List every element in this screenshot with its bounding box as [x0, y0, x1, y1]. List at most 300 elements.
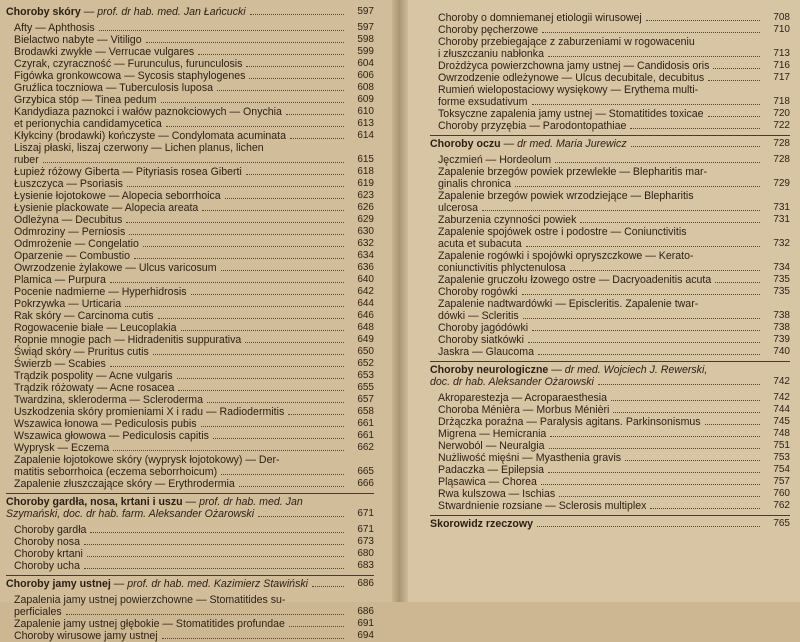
toc-entry	[430, 452, 790, 464]
dot-leader	[143, 246, 344, 247]
dot-leader	[555, 162, 760, 163]
toc-entry	[6, 298, 374, 310]
toc-entry	[430, 500, 790, 512]
toc-entry	[6, 346, 374, 358]
toc-entry	[430, 60, 790, 72]
page-number: 734	[773, 262, 790, 273]
dot-leader	[522, 294, 761, 295]
dot-leader	[99, 30, 344, 31]
dot-leader	[532, 330, 760, 331]
toc-entry	[430, 96, 790, 108]
toc-entry	[430, 202, 790, 214]
toc-entry	[6, 466, 374, 478]
page-number: 671	[357, 524, 374, 535]
toc-entry	[6, 250, 374, 262]
toc-entry-text: Łysienie plackowate — Alopecia areata	[14, 202, 199, 214]
dot-leader	[290, 138, 344, 139]
toc-entry-text: Padaczka — Epilepsia	[438, 464, 544, 476]
page-number: 728	[773, 154, 790, 165]
dot-leader	[126, 222, 344, 223]
toc-entry	[6, 202, 374, 214]
dot-leader	[646, 20, 760, 21]
page-number: 666	[357, 478, 374, 489]
toc-entry	[430, 274, 790, 286]
page-number: 597	[357, 6, 374, 17]
toc-entry	[430, 48, 790, 60]
toc-entry-text: Grzybica stóp — Tinea pedum	[14, 94, 157, 106]
toc-entry	[6, 58, 374, 70]
toc-entry-line: Zapalenie spojówek ostre i podostre — Coniunctivitis	[438, 226, 687, 238]
toc-entry-text: Stwardnienie rozsiane — Sclerosis multiplex	[438, 500, 647, 512]
page-number: 686	[357, 606, 374, 617]
page-number: 658	[357, 406, 374, 417]
toc-entry-text: Akroparestezja — Acroparaesthesia	[438, 392, 607, 404]
toc-entry	[6, 524, 374, 536]
toc-entry	[6, 34, 374, 46]
toc-entry-text: Kandydiaza paznokci i wałów paznokciowych — Onychia	[14, 106, 282, 118]
dot-leader	[580, 222, 760, 223]
dot-leader	[559, 496, 760, 497]
toc-entry-text: ulcerosa	[438, 202, 479, 214]
page-number: 665	[357, 466, 374, 477]
dot-leader	[570, 270, 760, 271]
section-title: Choroby neurologiczne	[430, 364, 549, 376]
toc-entry	[6, 322, 374, 334]
dot-leader	[538, 354, 760, 355]
toc-entry-text: Wszawica łonowa — Pediculosis pubis	[14, 418, 197, 430]
dot-leader	[532, 104, 761, 105]
toc-entry-text: Gruźlica toczniowa — Tuberculosis luposa	[14, 82, 214, 94]
page-number: 729	[773, 178, 790, 189]
toc-section	[6, 6, 374, 490]
dot-leader	[613, 412, 760, 413]
toc-entry-text: Choroby przyzębia — Parodontopathiae	[438, 120, 627, 132]
toc-entry-text: Ropnie mnogie pach — Hidradenitis suppurativa	[14, 334, 242, 346]
toc-section	[6, 575, 374, 642]
toc-entry-text: Świąd skóry — Pruritus cutis	[14, 346, 149, 358]
dot-leader	[550, 436, 760, 437]
page-number: 636	[357, 262, 374, 273]
dot-leader	[482, 210, 760, 211]
toc-entry-text: Figówka gronkowcowa — Sycosis staphylogenes	[14, 70, 246, 82]
page-number: 739	[773, 334, 790, 345]
page-number: 657	[357, 394, 374, 405]
page-number: 713	[773, 48, 790, 59]
dot-leader	[289, 626, 344, 627]
toc-entry-line: Zapalenie rogówki i spojówki opryszczkowe — Kerato-	[438, 250, 694, 262]
page-number: 722	[773, 120, 790, 131]
section-editor: — dr med. Maria Jurewicz	[503, 138, 627, 150]
page-number: 710	[773, 24, 790, 35]
page-number: 708	[773, 12, 790, 23]
dot-leader	[217, 90, 344, 91]
dot-leader	[221, 474, 344, 475]
page-number: 642	[357, 286, 374, 297]
toc-entry	[430, 322, 790, 334]
page-number: 686	[357, 578, 374, 589]
page-number: 735	[773, 286, 790, 297]
toc-entry	[6, 70, 374, 82]
page-number: 619	[357, 178, 374, 189]
toc-entry	[6, 46, 374, 58]
toc-entry	[430, 178, 790, 190]
page-number: 765	[773, 518, 790, 529]
toc-entry	[430, 24, 790, 36]
toc-entry-text: Zapalenie jamy ustnej głębokie — Stomatitides profundae	[14, 618, 285, 630]
toc-entry	[6, 630, 374, 642]
page-number: 732	[773, 238, 790, 249]
toc-entry	[6, 536, 374, 548]
toc-entry-text: Świerzb — Scabies	[14, 358, 106, 370]
page-number: 716	[773, 60, 790, 71]
section-heading	[430, 518, 790, 530]
section-title: Choroby jamy ustnej	[6, 578, 111, 590]
dot-leader	[625, 460, 760, 461]
dot-leader	[611, 400, 760, 401]
toc-entry-text: Afty — Aphthosis	[14, 22, 95, 34]
toc-entry-line: Zapalenia jamy ustnej powierzchowne — Stomatitides su-	[14, 594, 286, 606]
toc-section	[430, 515, 790, 534]
toc-entry-text: forme exsudativum	[438, 96, 528, 108]
toc-entry-text: Choroba Ménièra — Morbus Ménièri	[438, 404, 610, 416]
dot-leader	[286, 114, 344, 115]
section-title: Skorowidz rzeczowy	[430, 518, 534, 530]
dot-leader	[125, 306, 344, 307]
continued-entries	[430, 12, 790, 132]
dot-leader	[288, 414, 344, 415]
toc-entry-text: acuta et subacuta	[438, 238, 522, 250]
toc-entry-text: Choroby ucha	[14, 560, 80, 572]
toc-entry-line: Zapalenie brzegów powiek wrzodziejące — Blepharitis	[438, 190, 694, 202]
page-number: 646	[357, 310, 374, 321]
section-divider	[6, 575, 374, 576]
toc-entry-text: Nużliwość mięśni — Myasthenia gravis	[438, 452, 622, 464]
toc-entry-text: Czyrak, czyraczność — Furunculus, furunculosis	[14, 58, 243, 70]
toc-entry	[6, 82, 374, 94]
toc-entry-text: Zaburzenia czynności powiek	[438, 214, 577, 226]
section-divider	[6, 493, 374, 494]
dot-leader	[249, 78, 344, 79]
dot-leader	[245, 342, 344, 343]
toc-entry-text: perficiales	[14, 606, 62, 618]
toc-entry-text: Pocenie nadmierne — Hyperhidrosis	[14, 286, 187, 298]
toc-entry	[430, 488, 790, 500]
dot-leader	[246, 174, 344, 175]
toc-entry-text: Zapalenie gruczołu łzowego ostre — Dacryoadenitis acuta	[438, 274, 712, 286]
toc-entry-text: Bielactwo nabyte — Vitiligo	[14, 34, 142, 46]
dot-leader	[113, 450, 344, 451]
toc-entry-text: Choroby jagódówki	[438, 322, 529, 334]
toc-entry	[430, 392, 790, 404]
dot-leader	[201, 426, 344, 427]
dot-leader	[598, 384, 760, 385]
toc-entry	[430, 404, 790, 416]
toc-entry	[6, 394, 374, 406]
section-heading	[6, 496, 374, 508]
dot-leader	[239, 486, 344, 487]
page-number: 720	[773, 108, 790, 119]
toc-entry	[6, 262, 374, 274]
page-number: 694	[357, 630, 374, 641]
toc-entry-text: Choroby nosa	[14, 536, 80, 548]
toc-entry-text: Trądzik pospolity — Acne vulgaris	[14, 370, 173, 382]
page-number: 744	[773, 404, 790, 415]
toc-entry-text: ruber	[14, 154, 39, 166]
dot-leader	[178, 390, 344, 391]
dot-leader	[84, 568, 344, 569]
page-number: 632	[357, 238, 374, 249]
toc-entry	[6, 548, 374, 560]
toc-entry-text: Choroby o domniemanej etiologii wirusowej	[438, 12, 642, 24]
toc-entry	[430, 310, 790, 322]
toc-entry-text: Choroby krtani	[14, 548, 83, 560]
toc-entry-text: Drżączka poraźna — Paralysis agitans. Parkinsonismus	[438, 416, 701, 428]
toc-entry-line: Zapalenie nadtwardówki — Episcleritis. Zapalenie twar-	[438, 298, 699, 310]
toc-entry	[430, 72, 790, 84]
dot-leader	[177, 378, 344, 379]
toc-entry	[6, 118, 374, 130]
dot-leader	[181, 330, 344, 331]
toc-entry-text: Choroby rogówki	[438, 286, 518, 298]
page-number: 748	[773, 428, 790, 439]
page-number: 650	[357, 346, 374, 357]
toc-entry	[430, 346, 790, 358]
section-heading	[6, 6, 374, 18]
toc-entry-text: Twardzina, skleroderma — Scleroderma	[14, 394, 203, 406]
dot-leader	[146, 42, 344, 43]
section-heading	[430, 364, 790, 376]
dot-leader	[166, 126, 344, 127]
toc-entry-text: Brodawki zwykłe — Verrucae vulgares	[14, 46, 195, 58]
toc-entry-text: Pokrzywka — Urticaria	[14, 298, 122, 310]
toc-entry	[430, 262, 790, 274]
toc-entry	[6, 382, 374, 394]
section-editor: — prof. dr hab. med. Kazimierz Stawiński	[113, 578, 309, 590]
page-number: 728	[773, 138, 790, 149]
page-number: 738	[773, 310, 790, 321]
page-number: 760	[773, 488, 790, 499]
dot-leader	[548, 56, 760, 57]
page-number: 655	[357, 382, 374, 393]
page-number: 673	[357, 536, 374, 547]
toc-entry-text: Rogowacenie białe — Leucoplakia	[14, 322, 177, 334]
toc-entry	[430, 476, 790, 488]
toc-entry	[6, 154, 374, 166]
dot-leader	[153, 354, 344, 355]
page-number: 630	[357, 226, 374, 237]
toc-entry-text: Odmrożenie — Congelatio	[14, 238, 139, 250]
toc-entry-line: Liszaj płaski, liszaj czerwony — Lichen planus, lichen	[14, 142, 264, 154]
dot-leader	[258, 516, 344, 517]
toc-entry	[430, 428, 790, 440]
dot-leader	[110, 282, 344, 283]
dot-leader	[312, 586, 344, 587]
dot-leader	[515, 186, 760, 187]
section-editor-line	[6, 508, 374, 520]
toc-entry-text: Rwa kulszowa — Ischias	[438, 488, 556, 500]
toc-entry-text: Zapalenie złuszczające skóry — Erythrodermia	[14, 478, 235, 490]
toc-entry-text: Migrena — Hemicrania	[438, 428, 547, 440]
toc-entry	[430, 286, 790, 298]
toc-entry	[6, 190, 374, 202]
page-number: 740	[773, 346, 790, 357]
toc-entry-text: Toksyczne zapalenia jamy ustnej — Stomatitides toxicae	[438, 108, 704, 120]
dot-leader	[129, 234, 344, 235]
page-number: 626	[357, 202, 374, 213]
toc-entry-text: Uszkodzenia skóry promieniami X i radu — Radiodermitis	[14, 406, 285, 418]
dot-leader	[548, 472, 760, 473]
toc-entry	[6, 286, 374, 298]
page-number: 661	[357, 418, 374, 429]
toc-entry-text: Odleżyna — Decubitus	[14, 214, 123, 226]
toc-entry	[430, 120, 790, 132]
dot-leader	[161, 102, 345, 103]
page-number: 597	[357, 22, 374, 33]
page-number: 648	[357, 322, 374, 333]
toc-entry-line: Rumień wielopostaciowy wysiękowy — Erythema multi-	[438, 84, 699, 96]
toc-entry	[6, 22, 374, 34]
toc-entry-text: Wyprysk — Eczema	[14, 442, 110, 454]
section-heading	[430, 138, 790, 150]
page-number: 640	[357, 274, 374, 285]
toc-entry-line: Choroby przebiegające z zaburzeniami w rogowaceniu	[438, 36, 695, 48]
toc-entry	[6, 334, 374, 346]
dot-leader	[162, 638, 344, 639]
dot-leader	[537, 526, 760, 527]
toc-entry-text: Łuszczyca — Psoriasis	[14, 178, 123, 190]
page-number: 735	[773, 274, 790, 285]
dot-leader	[549, 448, 760, 449]
toc-entry	[6, 358, 374, 370]
page-number: 610	[357, 106, 374, 117]
page-number: 609	[357, 94, 374, 105]
toc-entry	[6, 238, 374, 250]
toc-entry	[6, 178, 374, 190]
toc-entry	[6, 274, 374, 286]
toc-entry	[6, 166, 374, 178]
dot-leader	[127, 186, 344, 187]
toc-entry-text: Choroby pęcherzowe	[438, 24, 539, 36]
dot-leader	[158, 318, 344, 319]
dot-leader	[526, 246, 760, 247]
dot-leader	[202, 210, 344, 211]
toc-entry	[430, 416, 790, 428]
dot-leader	[213, 438, 344, 439]
toc-entry-text: Choroby siatkówki	[438, 334, 524, 346]
toc-entry-text: Nerwoból — Neuralgia	[438, 440, 545, 452]
page-number: 757	[773, 476, 790, 487]
page-number: 742	[773, 392, 790, 403]
toc-entry-text: matitis seborrhoica (eczema seborrhoicum)	[14, 466, 218, 478]
toc-entry	[6, 106, 374, 118]
dot-leader	[66, 614, 344, 615]
page-number: 731	[773, 214, 790, 225]
page-number: 618	[357, 166, 374, 177]
dot-leader	[84, 544, 344, 545]
dot-leader	[541, 484, 760, 485]
toc-entry-text: Trądzik różowaty — Acne rosacea	[14, 382, 175, 394]
dot-leader	[523, 318, 760, 319]
toc-entry	[6, 618, 374, 630]
section-divider	[430, 135, 790, 136]
toc-entry-line: Zapalenie brzegów powiek przewlekłe — Blepharitis mar-	[438, 166, 708, 178]
dot-leader	[715, 282, 760, 283]
page-number: 606	[357, 70, 374, 81]
toc-entry	[6, 406, 374, 418]
dot-leader	[191, 294, 344, 295]
toc-entry-text: Owrzodzenie żylakowe — Ulcus varicosum	[14, 262, 217, 274]
page-number: 745	[773, 416, 790, 427]
toc-entry	[430, 12, 790, 24]
dot-leader	[198, 54, 344, 55]
section-title: Choroby gardła, nosa, krtani i uszu	[6, 496, 183, 508]
dot-leader	[708, 116, 760, 117]
toc-entry	[6, 226, 374, 238]
dot-leader	[134, 258, 344, 259]
toc-section	[6, 493, 374, 572]
toc-entry-text: Jaskra — Glaucoma	[438, 346, 534, 358]
page-number: 629	[357, 214, 374, 225]
toc-entry	[6, 560, 374, 572]
toc-entry-text: Choroby gardła	[14, 524, 87, 536]
page-number: 762	[773, 500, 790, 511]
section-title: Choroby skóry	[6, 6, 81, 18]
toc-entry	[6, 606, 374, 618]
page-number: 652	[357, 358, 374, 369]
page-number: 751	[773, 440, 790, 451]
dot-leader	[87, 556, 344, 557]
page-number: 691	[357, 618, 374, 629]
dot-leader	[90, 532, 344, 533]
dot-leader	[542, 32, 760, 33]
page-number: 671	[357, 508, 374, 519]
right-page	[400, 0, 800, 602]
page-number: 754	[773, 464, 790, 475]
toc-entry	[430, 154, 790, 166]
toc-entry	[6, 214, 374, 226]
page-number: 717	[773, 72, 790, 83]
toc-entry-text: Kłykciny (brodawki) kończyste — Condylomata acuminata	[14, 130, 287, 142]
page-number: 753	[773, 452, 790, 463]
toc-entry-text: doc. dr hab. Aleksander Ożarowski	[430, 376, 594, 388]
toc-entry	[430, 238, 790, 250]
page-number: 608	[357, 82, 374, 93]
page-number: 731	[773, 202, 790, 213]
section-heading	[6, 578, 374, 590]
toc-entry-text: Pląsawica — Chorea	[438, 476, 537, 488]
dot-leader	[528, 342, 760, 343]
page-number: 613	[357, 118, 374, 129]
dot-leader	[246, 66, 344, 67]
page-number: 683	[357, 560, 374, 571]
toc-entry-text: i złuszczaniu nabłonka	[438, 48, 544, 60]
toc-entry-text: Łupież różowy Giberta — Pityriasis rosea Giberti	[14, 166, 242, 178]
page-number: 614	[357, 130, 374, 141]
dot-leader	[708, 80, 760, 81]
page-number: 661	[357, 430, 374, 441]
toc-entry-text: Rak skóry — Carcinoma cutis	[14, 310, 154, 322]
toc-entry	[6, 130, 374, 142]
page-number: 662	[357, 442, 374, 453]
dot-leader	[43, 162, 344, 163]
toc-entry	[430, 440, 790, 452]
dot-leader	[705, 424, 760, 425]
section-editor: — prof. dr hab. med. Jan Łańcucki	[83, 6, 246, 18]
section-divider	[430, 515, 790, 516]
toc-entry-text: Szymański, doc. dr hab. farm. Aleksander Ożarowski	[6, 508, 255, 520]
dot-leader	[110, 366, 344, 367]
dot-leader	[221, 270, 344, 271]
